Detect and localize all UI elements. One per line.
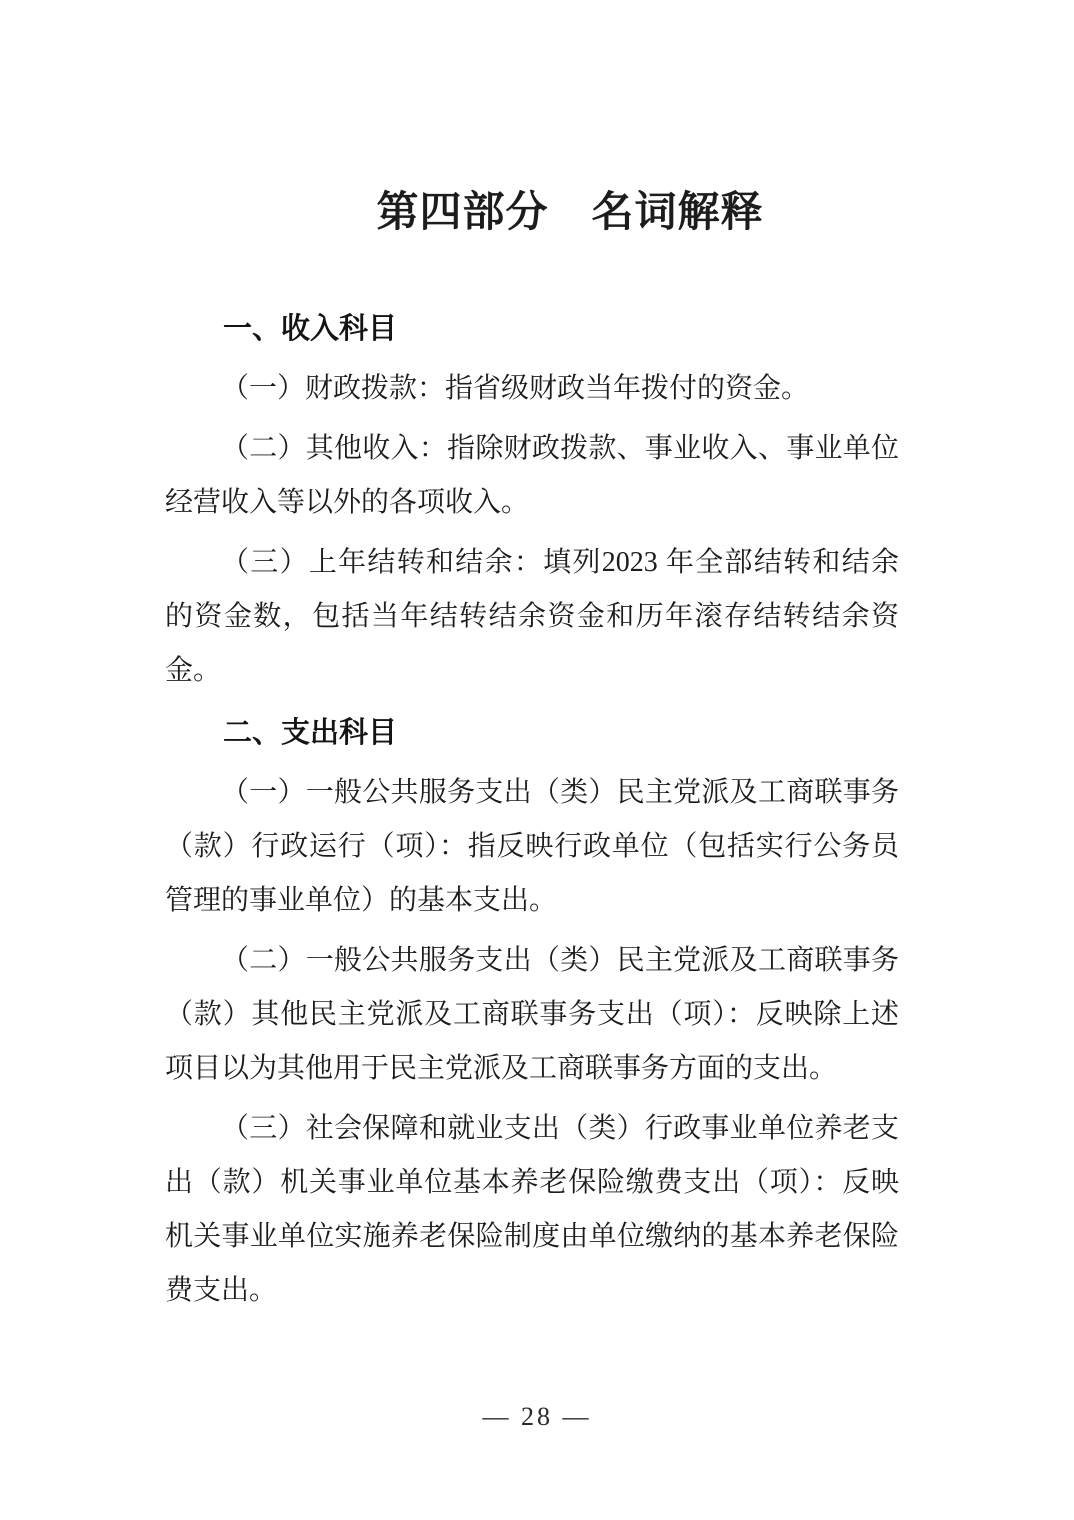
- page-number: — 28 —: [482, 1402, 592, 1431]
- paragraph-expenditure-3: （三）社会保障和就业支出（类）行政事业单位养老支出（款）机关事业单位基本养老保险缴费支出（项）：反映机关事业单位实施养老保险制度由单位缴纳的基本养老保险费支出。: [165, 1113, 899, 1306]
- section-heading-income: 一、收入科目: [223, 313, 398, 345]
- section-heading-expenditure: 二、支出科目: [223, 717, 398, 749]
- paragraph-income-2: （二）其他收入：指除财政拨款、事业收入、事业单位经营收入等以外的各项收入。: [165, 433, 899, 518]
- paragraph-income-1: （一）财政拨款：指省级财政当年拨付的资金。: [221, 373, 810, 404]
- page-title: 第四部分 名词解释: [376, 188, 764, 235]
- document-body: [165, 302, 899, 1318]
- paragraph-expenditure-1: （一）一般公共服务支出（类）民主党派及工商联事务（款）行政运行（项）：指反映行政单位（包括实行公务员管理的事业单位）的基本支出。: [165, 777, 899, 916]
- paragraph-income-3: （三）上年结转和结余：填列2023 年全部结转和结余的资金数，包括当年结转结余资金和历年滚存结转结余资金。: [165, 547, 899, 686]
- paragraph-expenditure-2: （二）一般公共服务支出（类）民主党派及工商联事务（款）其他民主党派及工商联事务支出（项）：反映除上述项目以为其他用于民主党派及工商联事务方面的支出。: [165, 945, 899, 1084]
